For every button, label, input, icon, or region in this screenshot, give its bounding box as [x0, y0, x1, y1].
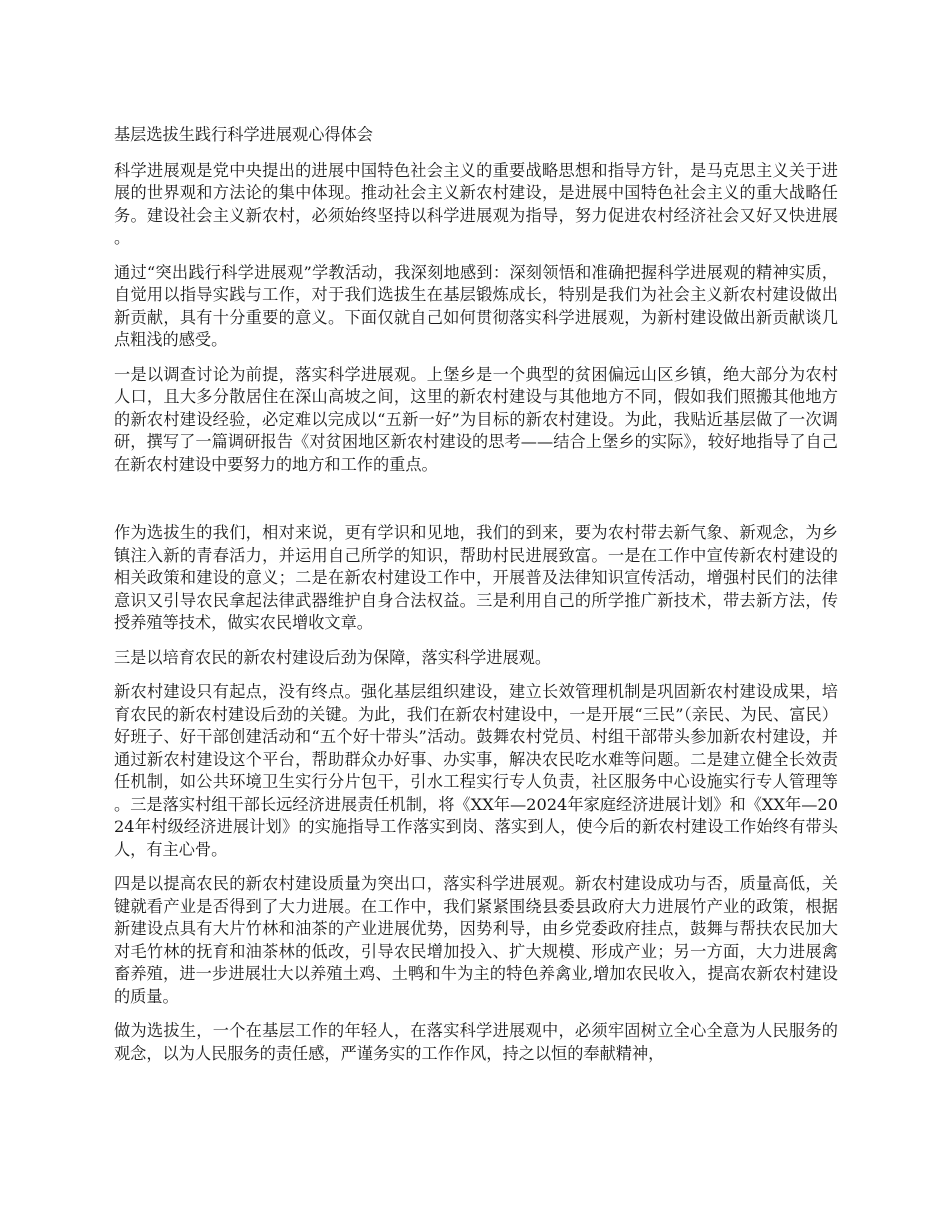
- paragraph-point-three: 新农村建设只有起点，没有终点。强化基层组织建设，建立长效管理机制是巩固新农村建设成果，培育农民的新农村建设后劲的关键。为此，我们在新农村建设中，一是开展“三民”（亲民、为民、富民）好班子、好干部创建活动和“五个好十带头”活动。鼓舞农村党员、村组干部带头参加新农村建设，并通过新农村建设这个平台，帮助群众办好事、办实事，解决农民吃水难等问题。二是建立健全长效责任机制，如公共环境卫生实行分片包干，引水工程实行专人负责，社区服务中心设施实行专人管理等。三是落实村组干部长远经济进展责任机制，将《XX年—2024年家庭经济进展计划》和《XX年—2024年村级经济进展计划》的实施指导工作落实到岗、落实到人，使今后的新农村建设工作始终有带头人，有主心骨。: [114, 682, 838, 859]
- paragraph-intro: 科学进展观是党中央提出的进展中国特色社会主义的重要战略思想和指导方针，是马克思主义关于进展的世界观和方法论的集中体现。推动社会主义新农村建设，是进展中国特色社会主义的重大战略任务。建设社会主义新农村，必须始终坚持以科学进展观为指导，努力促进农村经济社会又好又快进展。: [114, 160, 838, 247]
- paragraph-point-three-heading: 三是以培育农民的新农村建设后劲为保障，落实科学进展观。: [114, 647, 552, 667]
- document-page: [114, 124, 838, 1077]
- paragraph-conclusion: 做为选拔生，一个在基层工作的年轻人，在落实科学进展观中，必须牢固树立全心全意为人民服务的观念，以为人民服务的责任感，严谨务实的工作作风，持之以恒的奉献精神，: [114, 1021, 838, 1063]
- paragraph-point-one: 一是以调查讨论为前提，落实科学进展观。上堡乡是一个典型的贫困偏远山区乡镇，绝大部分为农村人口，且大多分散居住在深山高坡之间，这里的新农村建设与其他地方不同，假如我们照搬其他地方的新农村建设经验，必定难以完成以“五新一好”为目标的新农村建设。为此，我贴近基层做了一次调研，撰写了一篇调研报告《对贫困地区新农村建设的思考——结合上堡乡的实际》，较好地指导了自己在新农村建设中要努力的地方和工作的重点。: [114, 364, 838, 474]
- paragraph-selected-graduates: 作为选拔生的我们，相对来说，更有学识和见地，我们的到来，要为农村带去新气象、新观念，为乡镇注入新的青春活力，并运用自己所学的知识，帮助村民进展致富。一是在工作中宣传新农村建设的相关政策和建设的意义；二是在新农村建设工作中，开展普及法律知识宣传活动，增强村民们的法律意识又引导农民拿起法律武器维护自身合法权益。三是利用自己的所学推广新技术，带去新方法，传授养殖等技术，做实农民增收文章。: [114, 523, 838, 632]
- document-title: 基层选拔生践行科学进展观心得体会: [114, 125, 373, 144]
- paragraph-point-four: 四是以提高农民的新农村建设质量为突出口，落实科学进展观。新农村建设成功与否，质量高低，关键就看产业是否得到了大力进展。在工作中，我们紧紧围绕县委县政府大力进展竹产业的政策，根据新建设点具有大片竹林和油茶的产业进展优势，因势利导，由乡党委政府挂点，鼓舞与帮扶农民加大对毛竹林的抚育和油茶林的低改，引导农民增加投入、扩大规模、形成产业；另一方面，大力进展禽畜养殖，进一步进展壮大以养殖土鸡、土鸭和牛为主的特色养禽业,增加农民收入，提高农新农村建设的质量。: [114, 874, 838, 1006]
- paragraph-study-activity: 通过“突出践行科学进展观”学教活动，我深刻地感到：深刻领悟和准确把握科学进展观的精神实质，自觉用以指导实践与工作，对于我们选拔生在基层锻炼成长，特别是我们为社会主义新农村建设做出新贡献，具有十分重要的意义。下面仅就自己如何贯彻落实科学进展观，为新村建设做出新贡献谈几点粗浅的感受。: [114, 262, 838, 349]
